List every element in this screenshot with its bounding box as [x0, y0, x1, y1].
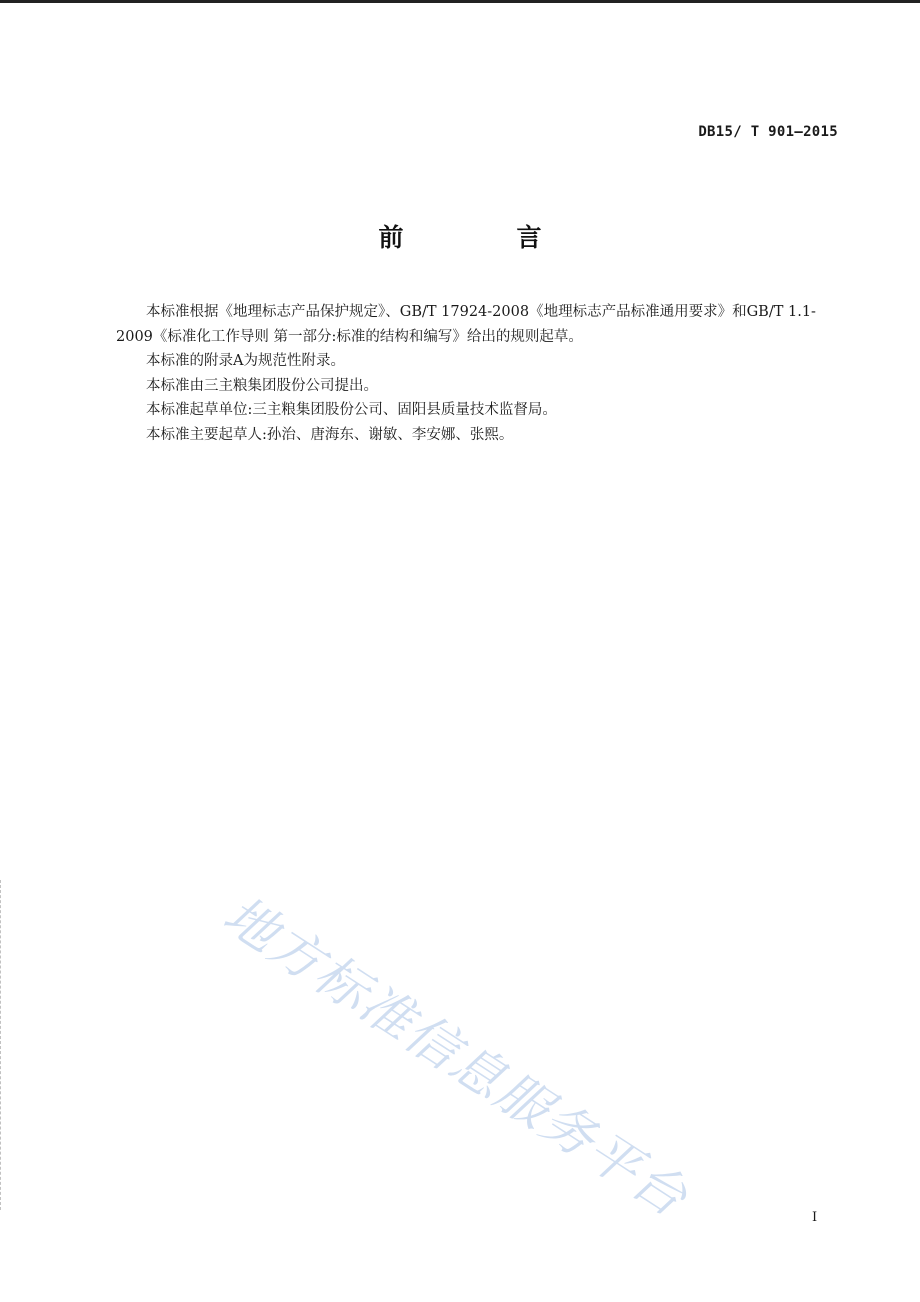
standard-number: DB15/ T 901—2015: [698, 124, 838, 140]
scan-edge-marks: [0, 880, 7, 1210]
watermark-text: 地方标准信息服务平台: [212, 884, 699, 1230]
paragraph-drafting-units: 本标准起草单位:三主粮集团股份公司、固阳县质量技术监督局。: [146, 402, 557, 418]
page-number: I: [812, 1210, 818, 1225]
paragraph-appendix: 本标准的附录A为规范性附录。: [146, 353, 345, 369]
paragraph-proposer: 本标准由三主粮集团股份公司提出。: [146, 377, 378, 394]
paragraph-drafters: 本标准主要起草人:孙治、唐海东、谢敏、李安娜、张熙。: [146, 426, 514, 443]
page-title: 前 言: [378, 223, 586, 252]
paragraph-drafting-basis: 本标准根据《地理标志产品保护规定》、GB/T 17924-2008《地理标志产品标准通用要求》和GB/T 1.1-2009《标准化工作导则 第一部分:标准的结构和编写》给出的规则起草。: [116, 304, 816, 345]
top-border-line: [0, 0, 920, 3]
foreword-body: [116, 300, 840, 447]
